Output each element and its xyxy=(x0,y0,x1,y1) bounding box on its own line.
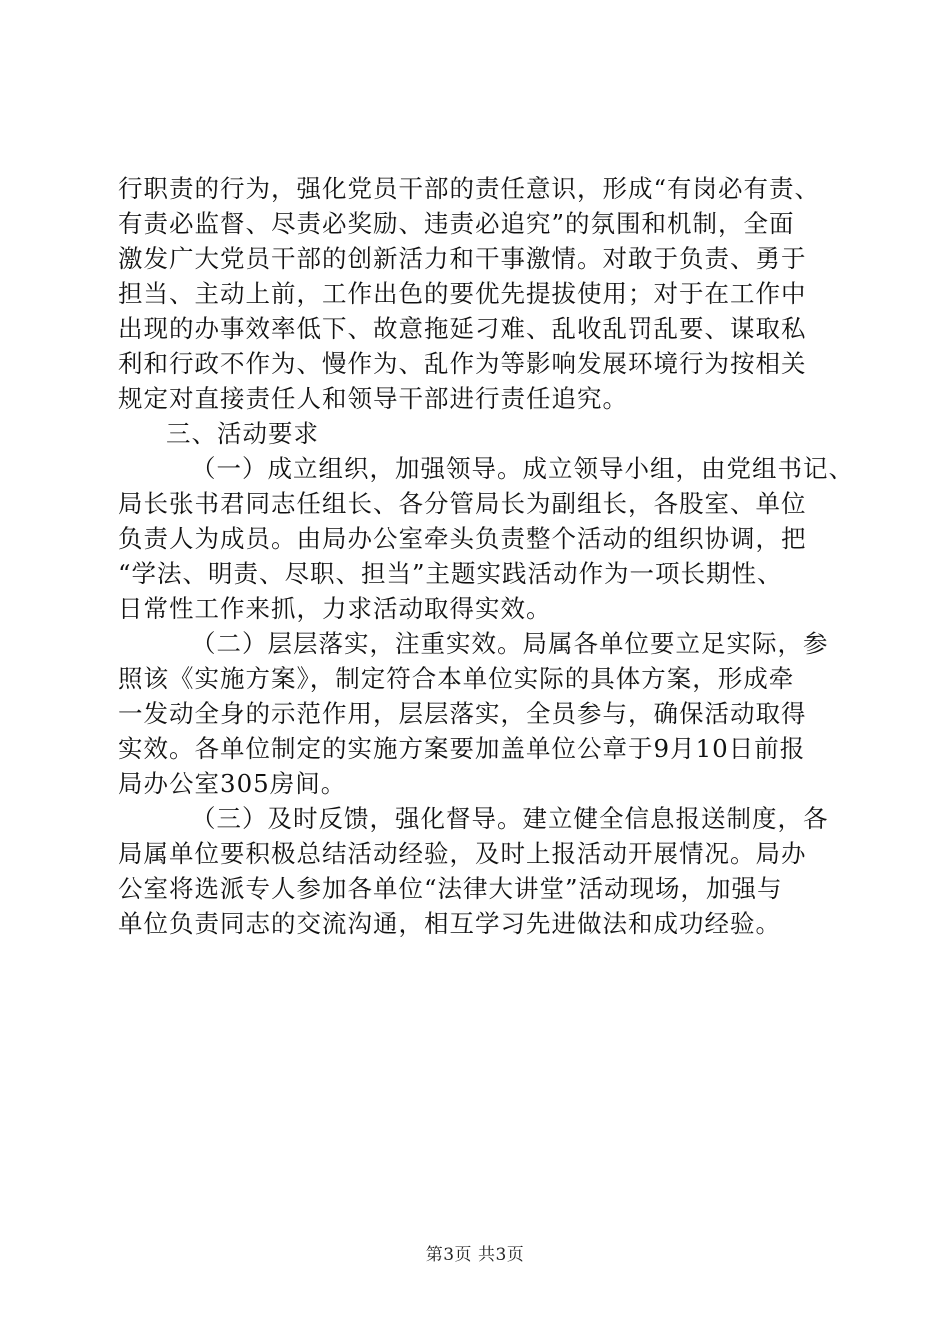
text-line: （三）及时反馈，强化督导。建立健全信息报送制度，各 xyxy=(191,804,829,833)
text-line: 利和行政不作为、慢作为、乱作为等影响发展环境行为按相关 xyxy=(118,349,807,378)
text-line: 照该《实施方案》，制定符合本单位实际的具体方案，形成牵 xyxy=(118,664,795,693)
text-line: 实效。各单位制定的实施方案要加盖单位公章于9月10日前报 xyxy=(118,734,806,763)
page-number: 第3页 共3页 xyxy=(425,1245,525,1265)
text-line: （一）成立组织，加强领导。成立领导小组，由党组书记、 xyxy=(191,454,854,483)
text-line: 规定对直接责任人和领导干部进行责任追究。 xyxy=(118,384,628,413)
text-line: 局长张书君同志任组长、各分管局长为副组长，各股室、单位 xyxy=(118,489,807,518)
text-line: 激发广大党员干部的创新活力和干事激情。对敢于负责、勇于 xyxy=(118,244,807,273)
text-line: 局办公室305房间。 xyxy=(118,769,347,798)
text-line: 出现的办事效率低下、故意拖延刁难、乱收乱罚乱要、谋取私 xyxy=(118,314,807,343)
text-line: 单位负责同志的交流沟通，相互学习先进做法和成功经验。 xyxy=(118,909,781,938)
text-line: 有责必监督、尽责必奖励、违责必追究”的氛围和机制，全面 xyxy=(118,209,795,238)
text-line: “学法、明责、尽职、担当”主题实践活动作为一项长期性、 xyxy=(118,559,783,588)
text-line: （二）层层落实，注重实效。局属各单位要立足实际，参 xyxy=(191,629,829,658)
text-line: 一发动全身的示范作用，层层落实，全员参与，确保活动取得 xyxy=(118,699,807,728)
text-line: 行职责的行为，强化党员干部的责任意识，形成“有岗必有责、 xyxy=(118,174,821,203)
text-line: 担当、主动上前，工作出色的要优先提拔使用；对于在工作中 xyxy=(118,279,807,308)
section-heading: 三、活动要求 xyxy=(166,419,319,448)
text-line: 负责人为成员。由局办公室牵头负责整个活动的组织协调，把 xyxy=(118,524,807,553)
text-line: 公室将选派专人参加各单位“法律大讲堂”活动现场，加强与 xyxy=(118,874,783,903)
document-body xyxy=(118,171,854,941)
text-line: 日常性工作来抓，力求活动取得实效。 xyxy=(118,594,552,623)
text-line: 局属单位要积极总结活动经验，及时上报活动开展情况。局办 xyxy=(118,839,807,868)
